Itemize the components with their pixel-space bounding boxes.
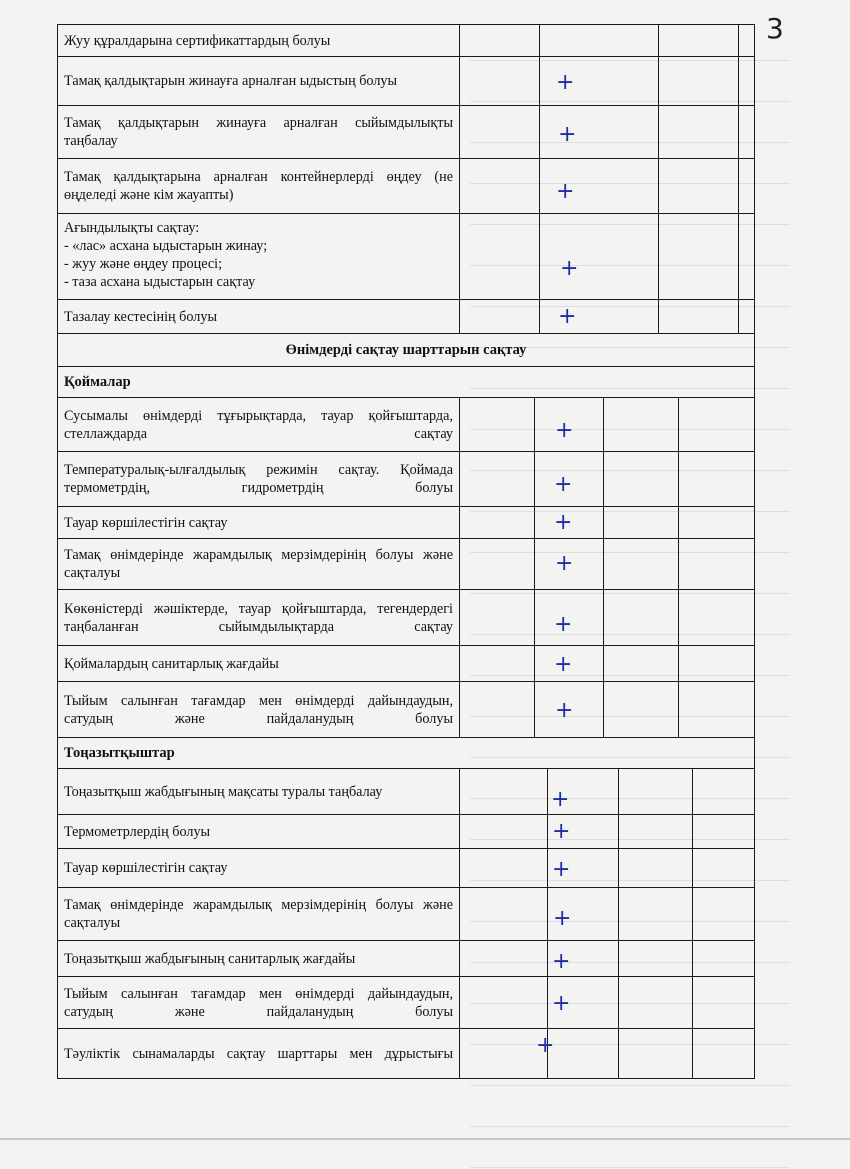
row-text: Тамақ өнімдерінде жарамдылық мерзімдерінің болуы және сақталуы	[58, 539, 460, 589]
row-text-list	[58, 214, 460, 299]
check-mark: +	[560, 256, 579, 281]
table-row	[57, 451, 755, 507]
table-row	[57, 213, 755, 300]
table-row	[57, 1028, 755, 1079]
row-text: Тауар көршілестігін сақтау	[58, 849, 460, 887]
row-text-line: Ағындылықты сақтау:	[64, 220, 200, 236]
scan-edge	[0, 1138, 850, 1140]
section-heading: Өнімдерді сақтау шарттарын сақтау	[57, 333, 755, 367]
table-row	[57, 158, 755, 214]
table-row	[57, 506, 755, 539]
row-text: Тоңазытқыш жабдығының мақсаты туралы таңбалау	[58, 769, 460, 814]
page-number: 3	[766, 12, 784, 45]
row-text: Тамақ өнімдерінде жарамдылық мерзімдерінің болуы және сақталуы	[58, 888, 460, 940]
table-row	[57, 397, 755, 452]
check-mark: +	[556, 179, 575, 204]
check-mark: +	[553, 906, 572, 931]
check-mark: +	[552, 819, 571, 844]
table-row	[57, 24, 755, 57]
row-text: Температуралық-ылғалдылық режимін сақтау. Қоймада термометрдің, гидрометрдің болуы	[58, 452, 460, 506]
row-text: Тазалау кестесінің болуы	[58, 300, 460, 333]
table-row	[57, 299, 755, 334]
table-row	[57, 887, 755, 941]
row-text: Сусымалы өнімдерді тұғырықтарда, тауар қойғыштарда, стеллаждарда сақтау	[58, 398, 460, 451]
row-text-line: - таза асхана ыдыстарын сақтау	[64, 274, 256, 290]
row-text: Тауар көршілестігін сақтау	[58, 507, 460, 538]
row-text: Тамақ қалдықтарын жинауға арналған ыдыстың болуы	[58, 57, 460, 105]
check-mark: +	[554, 510, 573, 535]
row-text: Тыйым салынған тағамдар мен өнімдерді дайындаудын, сатудың және пайдаланудың болуы	[58, 977, 460, 1028]
row-text: Жуу құралдарына сертификаттардың болуы	[58, 25, 460, 56]
check-mark: +	[552, 991, 571, 1016]
table-row	[57, 976, 755, 1029]
table-row	[57, 681, 755, 738]
table-row	[57, 589, 755, 646]
check-mark: +	[554, 612, 573, 637]
row-text: Тамақ қалдықтарына арналған контейнерлерді өңдеу (не өңделеді және кім жауапты)	[58, 159, 460, 213]
check-mark: +	[552, 857, 571, 882]
check-mark: +	[554, 652, 573, 677]
row-text: Көкөністерді жәшіктерде, тауар қойғыштарда, тегендердегі таңбаланған сыйымдылықтарда сақтау	[58, 590, 460, 645]
check-mark: +	[558, 304, 577, 329]
row-text: Тамақ қалдықтарын жинауға арналған сыйымдылықты таңбалау	[58, 106, 460, 158]
row-text: Қоймалардың санитарлық жағдайы	[58, 646, 460, 681]
table-row	[57, 538, 755, 590]
row-text: Тоңазытқыш жабдығының санитарлық жағдайы	[58, 941, 460, 976]
row-text: Термометрлердің болуы	[58, 815, 460, 848]
check-mark: +	[554, 472, 573, 497]
table-row	[57, 105, 755, 159]
check-mark: +	[555, 698, 574, 723]
table-row	[57, 768, 755, 815]
table-row	[57, 814, 755, 849]
check-mark: +	[558, 122, 577, 147]
row-text-line: - жуу және өңдеу процесі;	[64, 256, 223, 272]
check-mark: +	[555, 418, 574, 443]
row-text-line: - «лас» асхана ыдыстарын жинау;	[64, 238, 268, 254]
table-row	[57, 940, 755, 977]
subsection-heading: Қоймалар	[57, 366, 755, 398]
check-mark: +	[536, 1033, 555, 1058]
row-text: Тыйым салынған тағамдар мен өнімдерді дайындаудын, сатудың және пайдаланудың болуы	[58, 682, 460, 737]
check-mark: +	[555, 551, 574, 576]
check-mark: +	[552, 949, 571, 974]
check-mark: +	[551, 787, 570, 812]
check-mark: +	[556, 70, 575, 95]
row-text: Тәуліктік сынамаларды сақтау шарттары мен дұрыстығы	[58, 1029, 460, 1078]
subsection-heading: Тоңазытқыштар	[57, 737, 755, 769]
table-row	[57, 56, 755, 106]
table-row	[57, 848, 755, 888]
table-row	[57, 645, 755, 682]
